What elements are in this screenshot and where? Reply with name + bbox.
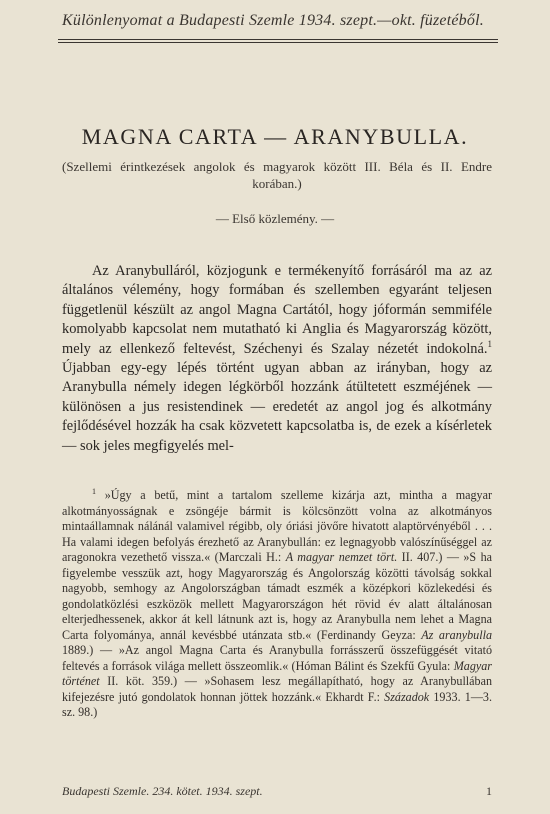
article-title: MAGNA CARTA — ARANYBULLA. [81,124,469,149]
body-paragraph [62,262,492,456]
page-number: 1 [486,784,492,798]
footnote-text-part2: II. 407.) — »S ha figyelembe vesszük azt, hogy Magyarország és Angolország közötti távolság sokkal nagyobb, semhogy az Angolországban támadt eszmék a középkori közlekedési és gondolatközlési eszközök mellett Magyarországon hét rövid év alatt általánosan elterjedhessenek, akkor át kell látnunk azt is, hogy az Aranybulla nem lehet a Magna Carta folyománya, annál kevésbbé utánzata stb.« (Ferdinandy Geyza: [62,550,492,642]
installment-label: — Első közlemény. — [215,211,335,226]
footnote-text-part3: 1889.) — »Az angol Magna Carta és Aranybulla forrásszerű összefüggését vitató feltevés a források világa mellett összeomlik.« (Hóman Bálint és Szekfű Gyula: [62,643,492,673]
header-rule-top [58,39,498,40]
footnote-number: 1 [92,486,96,496]
footnote-citation-title: Századok [384,689,430,704]
offprint-header: Különlenyomat a Budapesti Szemle 1934. szept.—okt. füzetéből. [62,12,484,29]
body-text-part2: Újabban egy-egy lépés történt ugyan abban az irányban, hogy az Aranybulla némely idegen légkörből hozzánk átültetett eszméjének — különösen a jus resistendinek — eredetét az angol jog és alkotmány fejlődésével hozzák ha csak közvetett kapcsolatba is, de ezek a kísérletek — sok jeles megfigyelés mel- [62,360,492,454]
footnote-citation-title: Az aranybulla [421,627,492,642]
footnote-citation-title: Magyar történet [62,658,492,688]
footnote-reference: 1 [487,338,492,349]
header-rule-bottom [58,42,498,43]
footnote-citation-title: A magyar nemzet tört. [285,550,398,564]
footnote [62,488,492,721]
page-footer [62,784,492,800]
footer-source: Budapesti Szemle. 234. kötet. 1934. szept. [62,784,263,798]
body-text-part1: Az Aranybulláról, közjogunk e termékenyítő forrásáról ma az az általános vélemény, hogy formában és szellemben egyaránt teljesen függetlenül készült az angol Magna Cartától, hogy jóformán semmiféle komolyabb kapcsolat nem mutatható ki Anglia és Magyarország között, mely az ellenkező feltevést, Széchenyi és Szalay nézetét indokolná. [62,263,492,357]
article-subtitle: (Szellemi érintkezések angolok és magyarok között III. Béla és II. Endre korában.) [62,159,492,191]
footnote-text-part5: 1933. 1—3. sz. 98.) [62,689,492,719]
footnote-text-part1: »Úgy a betű, mint a tartalom szelleme kizárja azt, mintha a magyar alkotmányosságnak e zsöngéje bármit is kölcsönzött volna az alkotmányos mintaállamnak nálánál valamivel régibb, oly óriási jövőre hivatott alaptörvényéből . . . Ha valami idegen befolyás érezhető az Aranybullán: ez legnagyobb valószínűséggel az aragonokra vezethető vissza.« (Marczali H.: [62,488,492,564]
footnote-text-part4: II. köt. 359.) — »Sohasem lesz megállapítható, hogy az Aranybullában kifejezésre jutó gondolatok honnan jöttek hozzánk.« Ekhardt F.: [62,674,492,704]
